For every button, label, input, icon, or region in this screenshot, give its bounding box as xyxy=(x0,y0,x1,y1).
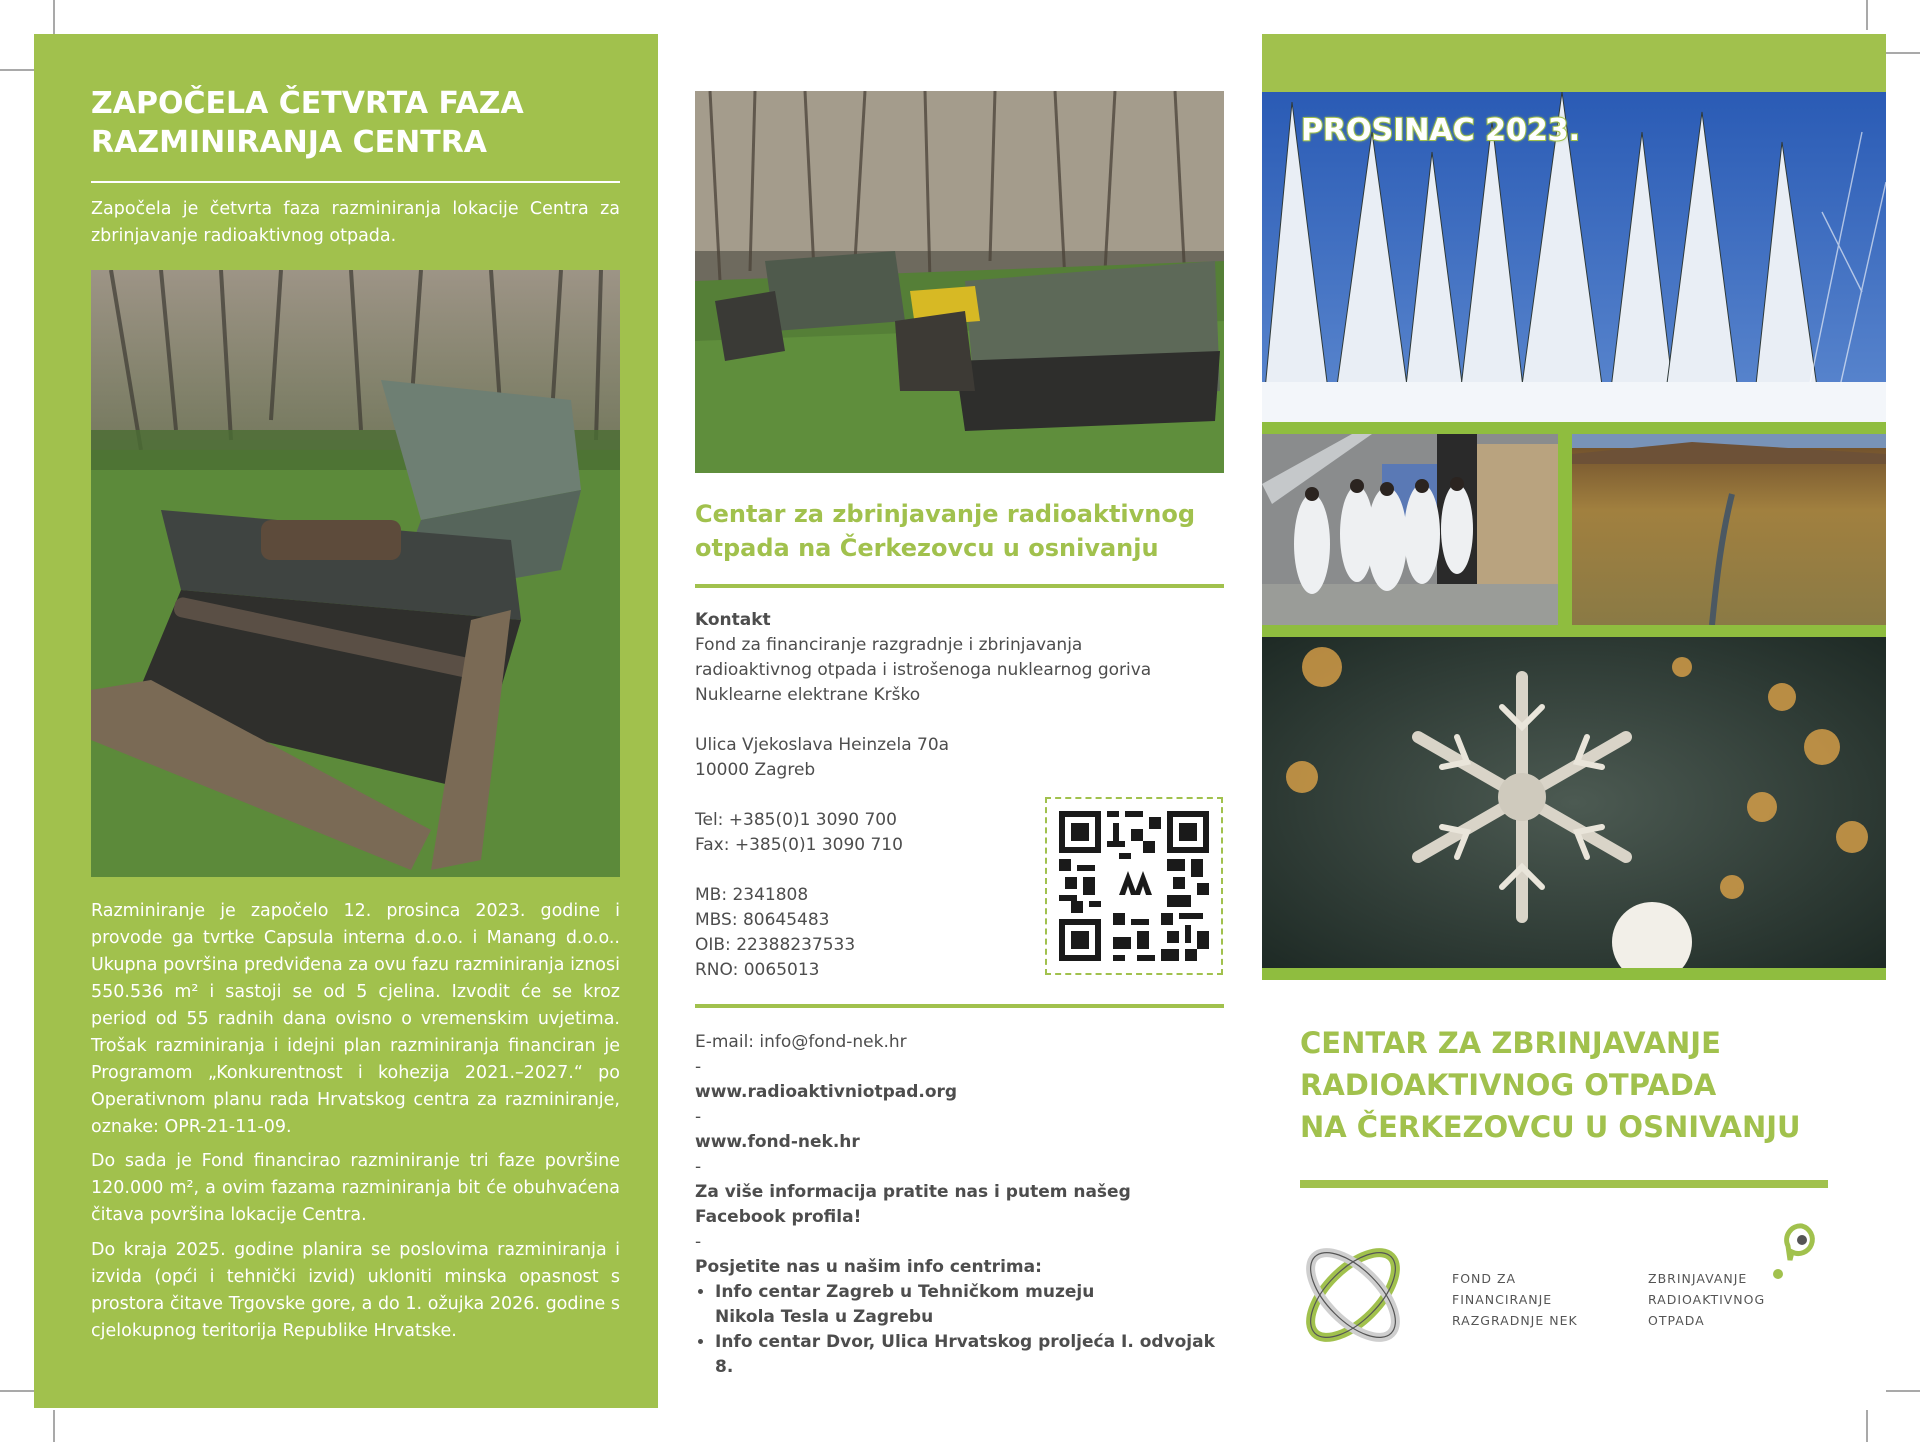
qr-code[interactable] xyxy=(1045,797,1223,975)
title-line: RAZMINIRANJA CENTRA xyxy=(91,125,488,160)
article-title xyxy=(91,84,631,162)
crop-mark xyxy=(1866,0,1868,30)
separator: - xyxy=(695,1157,702,1177)
mbs-number: MBS: 80645483 xyxy=(695,910,830,930)
phone-number[interactable]: Tel: +385(0)1 3090 700 xyxy=(695,810,897,830)
crop-mark xyxy=(1866,1410,1868,1442)
article-intro: Započela je četvrta faza razminiranja lokacije Centra za zbrinjavanje radioaktivnog otpada. xyxy=(91,199,620,246)
email-link[interactable]: E-mail: info@fond-nek.hr xyxy=(695,1032,907,1052)
divider xyxy=(1300,1180,1828,1188)
org-line: Fond za financiranje razgradnje i zbrinjavanja xyxy=(695,635,1083,655)
title-line: ZAPOČELA ČETVRTA FAZA xyxy=(91,86,524,121)
section-heading: Centar za zbrinjavanje radioaktivnog otpada na Čerkezovcu u osnivanju xyxy=(695,500,1196,562)
fax-number: Fax: +385(0)1 3090 710 xyxy=(695,835,903,855)
article-paragraph: Razminiranje je započelo 12. prosinca 2023. godine i provode ga tvrtke Capsula interna d.o.o. i Manang d.o.o.. Ukupna površina predviđena za ovu fazu razminiranja iznosi 550.536 m² i sastoji se od 5 cjelina. Izvodit će se kroz period od 55 radnih dana ovisno o vremenskim uvjetima. Trošak razminiranja i idejni plan razminiranja financiran je Programom „Konkurentnost i kohezija 2021.–2027.“ po Operativnom planu rada Hrvatskog centra za razminiranje, oznake: OPR-21-11-09. xyxy=(91,901,620,1137)
crop-mark xyxy=(1886,1390,1920,1392)
org-line: Nuklearne elektrane Krško xyxy=(695,685,921,705)
contact-block xyxy=(695,608,1152,983)
crop-mark xyxy=(0,69,34,71)
links-block xyxy=(695,1030,1224,1380)
crop-mark xyxy=(0,1390,34,1392)
separator: - xyxy=(695,1232,702,1252)
contact-label: Kontakt xyxy=(695,610,771,630)
facility-visit-photo xyxy=(1262,434,1558,625)
zbrinjavanje-logo-text: ZBRINJAVANJE RADIOAKTIVNOG OTPADA xyxy=(1648,1271,1766,1328)
facebook-link[interactable]: Facebook profila! xyxy=(695,1207,862,1227)
info-center-item: • Info centar Dvor, Ulica Hrvatskog proljeća I. odvojak 8. xyxy=(715,1330,1224,1380)
headline-line: NA ČERKEZOVCU U OSNIVANJU xyxy=(1300,1110,1801,1144)
headline xyxy=(1300,1022,1860,1148)
speech-bubble-logo-icon xyxy=(1770,1222,1820,1284)
demining-machine-photo xyxy=(91,270,620,877)
rno-number: RNO: 0065013 xyxy=(695,960,820,980)
address-line: 10000 Zagreb xyxy=(695,760,816,780)
separator: - xyxy=(695,1107,702,1127)
separator: - xyxy=(695,1057,702,1077)
website-link-radioaktivniotpad[interactable]: www.radioaktivniotpad.org xyxy=(695,1082,958,1102)
oib-number: OIB: 22388237533 xyxy=(695,935,856,955)
divider xyxy=(695,1004,1224,1008)
divider xyxy=(91,181,620,183)
top-band xyxy=(1262,34,1886,92)
headline-line: CENTAR ZA ZBRINJAVANJE xyxy=(1300,1026,1721,1060)
address-line: Ulica Vjekoslava Heinzela 70a xyxy=(695,735,950,755)
crop-mark xyxy=(1886,52,1920,54)
qr-code-icon xyxy=(1047,799,1221,973)
fond-logo-text: FOND ZA FINANCIRANJE RAZGRADNJE NEK xyxy=(1452,1271,1578,1328)
article-paragraph: Do kraja 2025. godine planira se poslovima razminiranja i izvida (opći i tehnički izvid) ukloniti minska opasnost s prostora čitave Trgovske gore, a do 1. ožujka 2026. godine s cjelokupnog teritorija Republike Hrvatske. xyxy=(91,1240,620,1341)
org-line: radioaktivnog otpada i istrošenoga nuklearnog goriva xyxy=(695,660,1152,680)
autumn-forest-photo xyxy=(1572,434,1886,625)
mb-number: MB: 2341808 xyxy=(695,885,809,905)
info-centers-list xyxy=(695,1280,1224,1380)
divider xyxy=(695,584,1224,588)
headline-line: RADIOAKTIVNOG OTPADA xyxy=(1300,1068,1717,1102)
visit-heading: Posjetite nas u našim info centrima: xyxy=(695,1257,1042,1277)
fond-nek-logo-icon xyxy=(1298,1240,1408,1350)
website-link-fond-nek[interactable]: www.fond-nek.hr xyxy=(695,1132,860,1152)
date-label: PROSINAC 2023. xyxy=(1301,113,1581,148)
facebook-text: Za više informacija pratite nas i putem našeg xyxy=(695,1182,1131,1202)
article-paragraph: Do sada je Fond financirao razminiranje tri faze površine 120.000 m², a ovim fazama razminiranja bit će obuhvaćena čitava površina lokacije Centra. xyxy=(91,1151,620,1225)
crop-mark xyxy=(53,1410,55,1442)
christmas-snowflake-photo xyxy=(1262,637,1886,968)
info-center-item: • Info centar Zagreb u Tehničkom muzeju Nikola Tesla u Zagrebu xyxy=(715,1280,1224,1330)
demining-machines-photo xyxy=(695,91,1224,473)
